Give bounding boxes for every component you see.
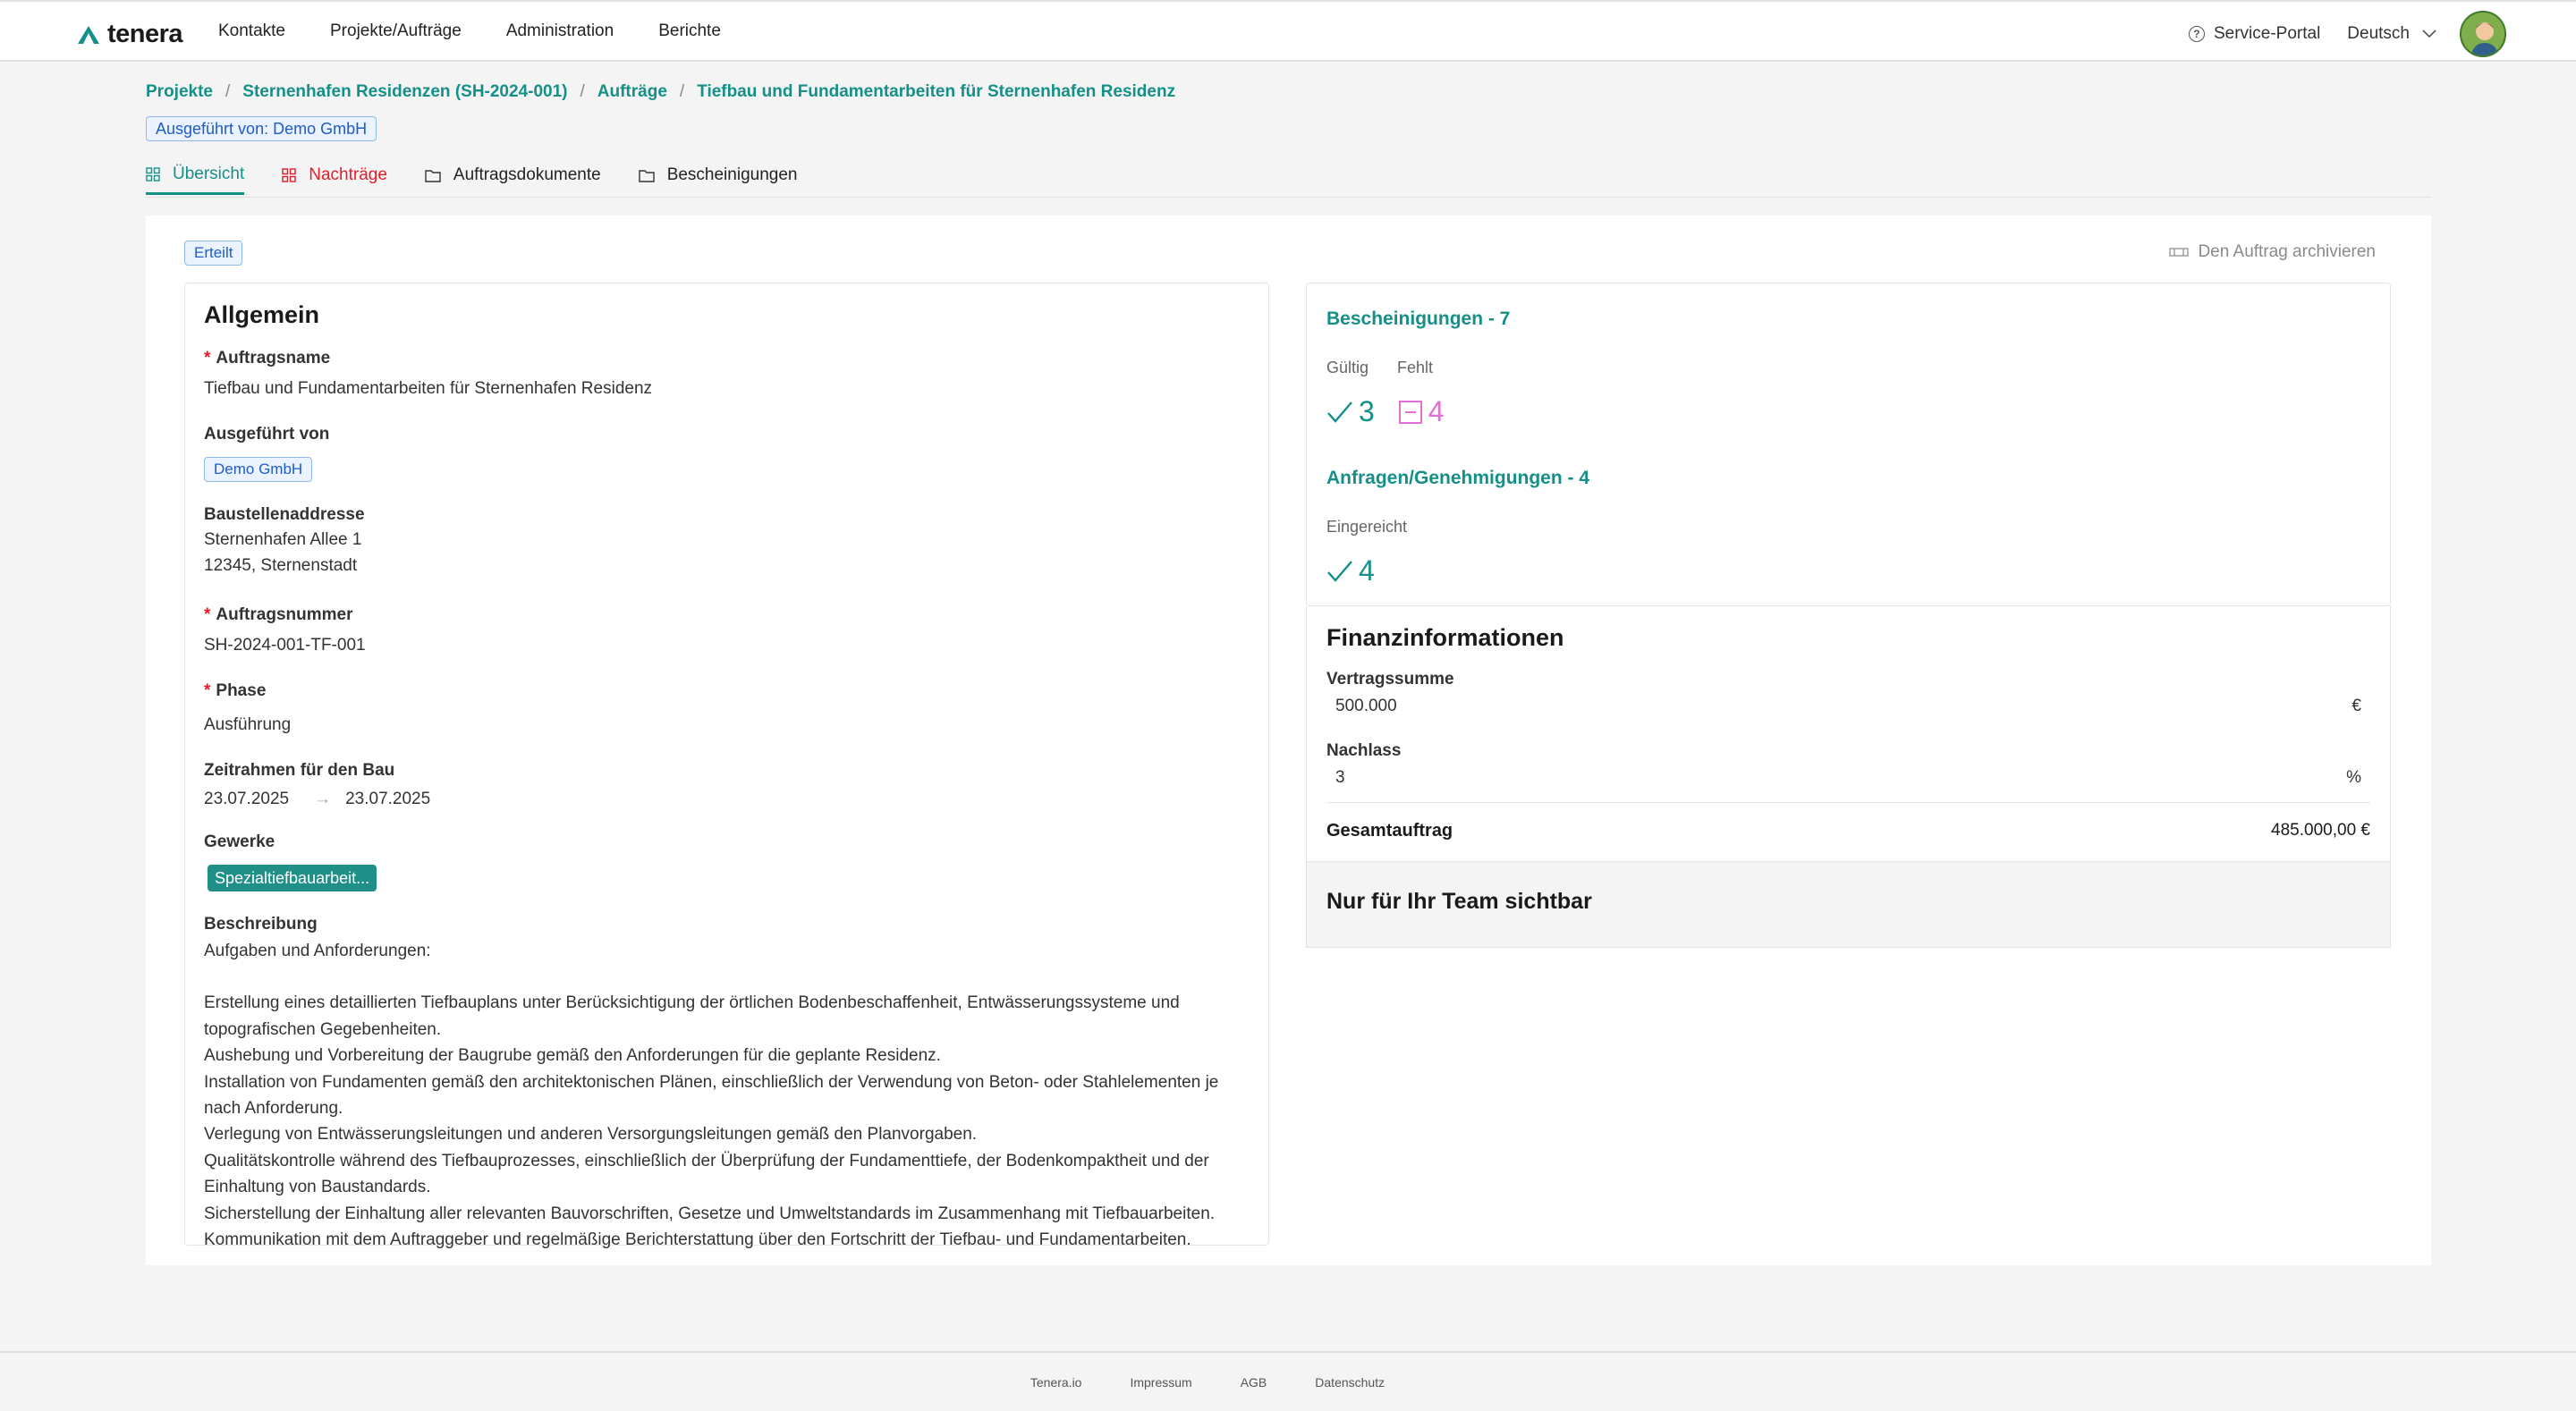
order-name-value: Tiefbau und Fundamentarbeiten für Sternenhafen Residenz bbox=[204, 379, 653, 398]
tab-bar bbox=[146, 156, 835, 199]
check-icon bbox=[1326, 401, 1353, 424]
tab-supplements-label: Nachträge bbox=[309, 165, 387, 184]
footer-link-tenera[interactable]: Tenera.io bbox=[1030, 1374, 1082, 1390]
description-line: Verlegung von Entwässerungsleitungen und anderen Versorgungsleitungen gemäß den Planvorgaben. bbox=[204, 1125, 978, 1145]
team-only-panel[interactable] bbox=[1306, 862, 2391, 948]
tenera-logo-icon bbox=[77, 25, 100, 45]
check-icon bbox=[1326, 560, 1353, 583]
missing-label: Fehlt bbox=[1397, 359, 1434, 376]
date-arrow-icon: → bbox=[314, 790, 332, 808]
footer-links bbox=[1030, 1375, 1385, 1390]
discount-label: Nachlass bbox=[1326, 741, 1402, 760]
trades-label: Gewerke bbox=[204, 832, 275, 851]
start-date: 23.07.2025 bbox=[204, 790, 290, 808]
app-name: tenera bbox=[107, 20, 183, 48]
avatar[interactable] bbox=[2460, 11, 2506, 57]
description-label: Beschreibung bbox=[204, 915, 318, 934]
folder-icon bbox=[425, 169, 441, 182]
total-value: 485.000,00 € bbox=[2271, 821, 2370, 840]
total-label: Gesamtauftrag bbox=[1326, 821, 1453, 841]
contract-sum-value: 500.000 bbox=[1335, 697, 1397, 715]
language-label: Deutsch bbox=[2347, 24, 2410, 43]
finance-panel bbox=[1306, 606, 2391, 862]
user-avatar-icon bbox=[2462, 13, 2506, 57]
description-field bbox=[204, 915, 1250, 1253]
main-nav bbox=[218, 21, 766, 41]
missing-box-icon bbox=[1398, 400, 1423, 425]
end-date: 23.07.2025 bbox=[345, 790, 431, 808]
language-select[interactable] bbox=[2347, 24, 2436, 44]
description-intro: Aufgaben und Anforderungen: bbox=[204, 942, 431, 960]
breadcrumb-orders[interactable]: Aufträge bbox=[597, 82, 667, 101]
submitted-label: Eingereicht bbox=[1326, 518, 1408, 536]
footer-link-terms[interactable]: AGB bbox=[1240, 1374, 1267, 1390]
general-title: Allgemein bbox=[204, 301, 320, 328]
grid-icon bbox=[282, 168, 296, 182]
valid-label: Gültig bbox=[1326, 359, 1369, 376]
description-line: Sicherstellung der Einhaltung aller relevanten Bauvorschriften, Gesetze und Umweltstandards im Zusammenhang mit Tiefbauarbeiten. bbox=[204, 1204, 1216, 1223]
service-portal-label: Service-Portal bbox=[2213, 24, 2321, 43]
order-name-label: Auftragsname bbox=[216, 349, 331, 368]
timeframe-field bbox=[204, 761, 1250, 809]
currency-symbol: € bbox=[2351, 697, 2361, 715]
description-line: Erstellung eines detaillierten Tiefbauplans unter Berücksichtigung der örtlichen Bodenbeschaffenheit, Entwässerungssysteme und topografischen Gegebenheiten. bbox=[204, 993, 1180, 1039]
finance-title: Finanzinformationen bbox=[1326, 624, 1564, 651]
archive-icon bbox=[2169, 246, 2189, 258]
archive-order-label: Den Auftrag archivieren bbox=[2198, 242, 2376, 261]
discount-field[interactable] bbox=[1326, 761, 2370, 788]
tab-certificates-label: Bescheinigungen bbox=[666, 165, 798, 184]
order-name-field bbox=[204, 349, 1250, 401]
tab-overview-label: Übersicht bbox=[173, 164, 245, 183]
description-line: Aushebung und Vorbereitung der Baugrube gemäß den Anforderungen für die geplante Residenz. bbox=[204, 1046, 941, 1066]
required-marker: * bbox=[204, 681, 211, 700]
required-marker: * bbox=[204, 605, 211, 624]
order-number-field bbox=[204, 605, 1250, 658]
required-marker: * bbox=[204, 349, 211, 368]
help-icon: ? bbox=[2189, 26, 2205, 42]
tab-certificates[interactable] bbox=[639, 156, 798, 195]
valid-count[interactable]: 3 bbox=[1326, 395, 1375, 428]
tenera-logo[interactable] bbox=[77, 20, 182, 49]
breadcrumb-separator: / bbox=[580, 82, 585, 101]
nav-item-contacts[interactable]: Kontakte bbox=[218, 21, 285, 40]
folder-icon bbox=[639, 169, 655, 182]
breadcrumb-separator: / bbox=[225, 82, 231, 101]
breadcrumb-project[interactable]: Sternenhafen Residenzen (SH-2024-001) bbox=[242, 82, 568, 101]
site-address-line2: 12345, Sternenstadt bbox=[204, 556, 358, 575]
order-number-label: Auftragsnummer bbox=[216, 605, 353, 624]
phase-value: Ausführung bbox=[204, 715, 292, 734]
site-address-label: Baustellenaddresse bbox=[204, 505, 365, 524]
certificates-title[interactable]: Bescheinigungen - 7 bbox=[1326, 308, 1511, 329]
chevron-down-icon bbox=[2422, 30, 2436, 38]
date-range bbox=[204, 790, 1250, 809]
breadcrumb-projects[interactable]: Projekte bbox=[146, 82, 213, 101]
nav-item-projects[interactable]: Projekte/Aufträge bbox=[330, 21, 462, 40]
discount-value: 3 bbox=[1335, 768, 1345, 787]
certificates-panel bbox=[1306, 283, 2391, 606]
general-panel bbox=[184, 283, 1269, 1250]
tab-order-documents[interactable] bbox=[425, 156, 601, 195]
header-actions bbox=[2189, 11, 2506, 57]
tab-divider bbox=[146, 197, 2431, 198]
executed-by-tag: Demo GmbH bbox=[204, 457, 312, 482]
footer-link-imprint[interactable]: Impressum bbox=[1130, 1374, 1192, 1390]
footer bbox=[0, 1351, 2576, 1411]
trade-tag: Spezialtiefbauarbeit... bbox=[208, 865, 377, 891]
team-only-title: Nur für Ihr Team sichtbar bbox=[1326, 889, 1592, 914]
contract-sum-field[interactable] bbox=[1326, 689, 2370, 716]
description-line: Installation von Fundamenten gemäß den architektonischen Plänen, einschließlich der Verwendung von Beton- oder Stahlelementen je nach Anforderung. bbox=[204, 1072, 1219, 1119]
total-row bbox=[1326, 803, 2370, 841]
order-number-value: SH-2024-001-TF-001 bbox=[204, 636, 366, 655]
description-line: Kommunikation mit dem Auftraggeber und regelmäßige Berichterstattung über den Fortschritt der Tiefbau- und Fundamentarbeiten. bbox=[204, 1230, 1191, 1250]
breadcrumb-separator: / bbox=[679, 82, 685, 101]
submitted-count[interactable]: 4 bbox=[1326, 554, 1375, 587]
percent-symbol: % bbox=[2346, 768, 2361, 787]
tab-overview[interactable] bbox=[146, 156, 244, 195]
phase-field bbox=[204, 681, 1250, 738]
site-address-field bbox=[204, 505, 1250, 579]
trades-field bbox=[204, 832, 1250, 891]
requests-title[interactable]: Anfragen/Genehmigungen - 4 bbox=[1326, 468, 1590, 488]
order-overview-card bbox=[146, 215, 2431, 1265]
footer-link-privacy[interactable]: Datenschutz bbox=[1315, 1374, 1385, 1390]
nav-item-reports[interactable]: Berichte bbox=[658, 21, 721, 40]
breadcrumb bbox=[146, 82, 1175, 102]
timeframe-label: Zeitrahmen für den Bau bbox=[204, 761, 395, 780]
grid-icon bbox=[146, 167, 160, 182]
status-badge: Erteilt bbox=[184, 241, 242, 266]
description-line: Qualitätskontrolle während des Tiefbauprozesses, einschließlich der Überprüfung der Fundamenttiefe, der Bodenkompaktheit und der Einhaltung von Baustandards. bbox=[204, 1151, 1209, 1197]
breadcrumb-current-order[interactable]: Tiefbau und Fundamentarbeiten für Sternenhafen Residenz bbox=[697, 82, 1176, 101]
executed-by-label: Ausgeführt von bbox=[204, 425, 330, 444]
nav-item-administration[interactable]: Administration bbox=[505, 21, 614, 40]
contract-sum-label: Vertragssumme bbox=[1326, 670, 1454, 689]
tab-supplements[interactable] bbox=[282, 156, 387, 195]
service-portal-link[interactable] bbox=[2189, 24, 2320, 44]
tab-order-documents-label: Auftragsdokumente bbox=[453, 165, 601, 184]
executed-by-field bbox=[204, 425, 1250, 482]
phase-label: Phase bbox=[216, 681, 267, 700]
executor-tag: Ausgeführt von: Demo GmbH bbox=[146, 116, 377, 141]
top-bar bbox=[0, 0, 2576, 62]
site-address-line1: Sternenhafen Allee 1 bbox=[204, 530, 362, 549]
missing-count[interactable]: 4 bbox=[1398, 395, 1445, 428]
right-column bbox=[1306, 283, 2391, 948]
archive-order-button[interactable] bbox=[2169, 242, 2376, 262]
